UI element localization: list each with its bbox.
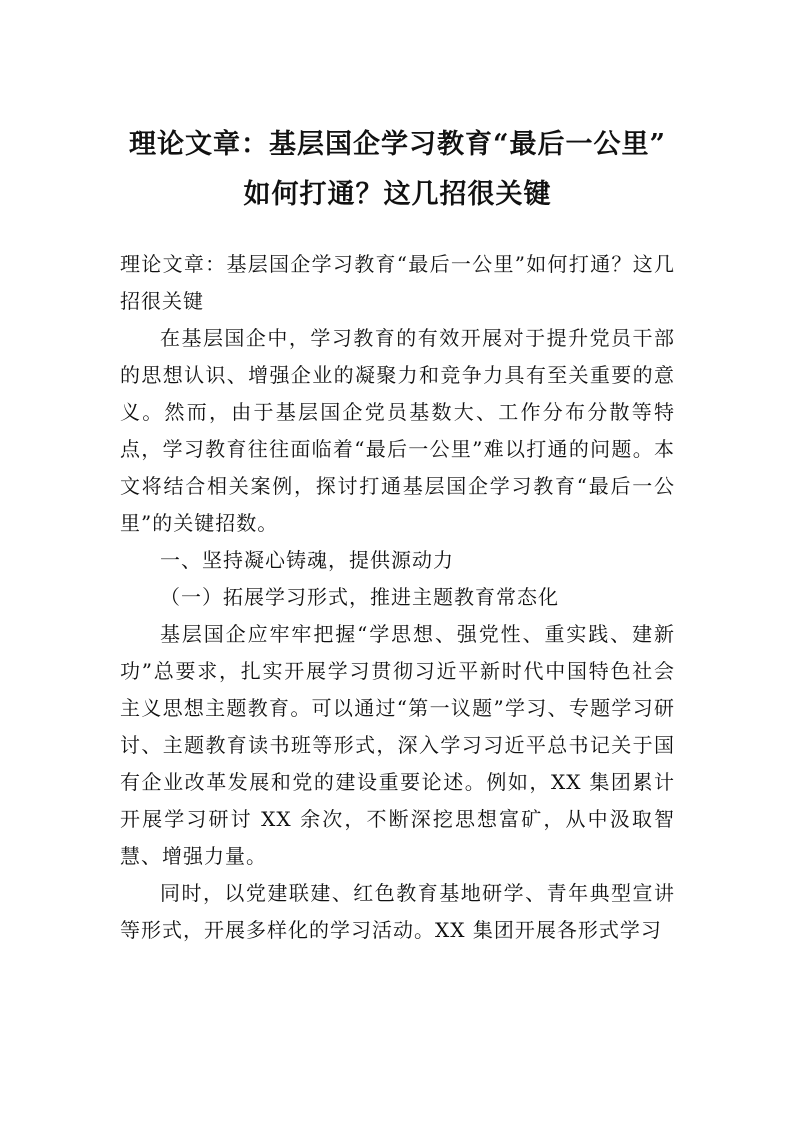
section-heading-1: 一、坚持凝心铸魂，提供源动力 [160,548,454,572]
title-line-1: 理论文章：基层国企学习教育“最后一公里” [128,129,667,160]
body-paragraph-intro: 在基层国企中，学习教育的有效开展对于提升党员干部的思想认识、增强企业的凝聚力和竞争力具有至关重要的意义。然而，由于基层国企党员基数大、工作分布分散等特点，学习教育往往面临着“最后一公里”难以打通的问题。本文将结合相关案例，探讨打通基层国企学习教育“最后一公里”的关键招数。 [120,326,675,535]
body-paragraph-2: 同时，以党建联建、红色教育基地研学、青年典型宣讲等形式，开展多样化的学习活动。XX 集团开展各形式学习 [120,881,675,942]
subsection-heading-1-1: （一）拓展学习形式，推进主题教育常态化 [160,585,559,609]
lead-paragraph: 理论文章：基层国企学习教育“最后一公里”如何打通？这几招很关键 [120,252,675,313]
title-line-2: 如何打通？这几招很关键 [243,179,552,210]
body-paragraph-1: 基层国企应牢牢把握“学思想、强党性、重实践、建新功”总要求，扎实开展学习贯彻习近平新时代中国特色社会主义思想主题教育。可以通过“第一议题”学习、专题学习研讨、主题教育读书班等形式，深入学习习近平总书记关于国有企业改革发展和党的建设重要论述。例如，XX 集团累计开展学习研讨 XX 余次，不断深挖思想富矿，从中汲取智慧、增强力量。 [120,622,675,868]
document-title [120,120,675,220]
